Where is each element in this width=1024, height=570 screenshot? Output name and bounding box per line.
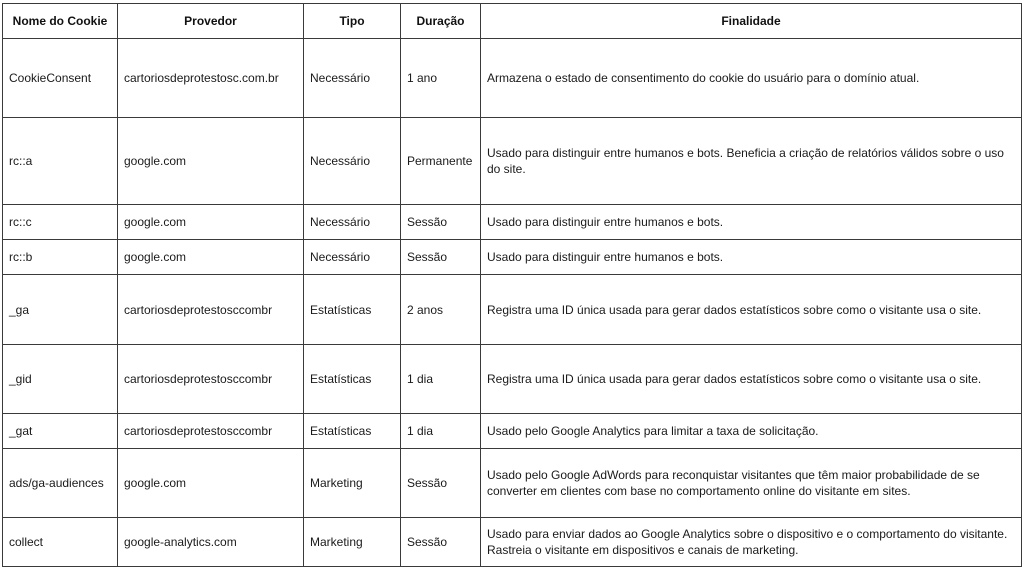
cookie-table-container (2, 3, 1022, 567)
table-row (3, 449, 1022, 518)
cell-provider: google.com (118, 240, 304, 275)
cell-type: Necessário (304, 118, 401, 205)
cell-provider: google.com (118, 205, 304, 240)
cell-purpose: Usado pelo Google Analytics para limitar a taxa de solicitação. (481, 414, 1022, 449)
cell-duration: 2 anos (401, 275, 481, 345)
cell-provider: cartoriosdeprotestosccombr (118, 414, 304, 449)
header-cookie-name: Nome do Cookie (3, 4, 118, 39)
table-header-row (3, 4, 1022, 39)
cell-duration: 1 dia (401, 345, 481, 414)
cookie-table (2, 3, 1022, 567)
header-purpose: Finalidade (481, 4, 1022, 39)
header-provider: Provedor (118, 4, 304, 39)
cell-duration: Sessão (401, 449, 481, 518)
cell-purpose: Usado para distinguir entre humanos e bots. (481, 240, 1022, 275)
cell-type: Necessário (304, 240, 401, 275)
cell-provider: google.com (118, 449, 304, 518)
cell-provider: google.com (118, 118, 304, 205)
cell-purpose: Registra uma ID única usada para gerar dados estatísticos sobre como o visitante usa o site. (481, 275, 1022, 345)
cell-provider: cartoriosdeprotestosc.com.br (118, 39, 304, 118)
table-row (3, 345, 1022, 414)
cell-type: Necessário (304, 205, 401, 240)
cell-type: Marketing (304, 449, 401, 518)
cell-cookie-name: rc::c (3, 205, 118, 240)
cell-provider: cartoriosdeprotestosccombr (118, 275, 304, 345)
header-duration: Duração (401, 4, 481, 39)
cell-type: Estatísticas (304, 275, 401, 345)
cell-type: Estatísticas (304, 414, 401, 449)
cell-cookie-name: rc::a (3, 118, 118, 205)
cell-duration: Sessão (401, 518, 481, 567)
cell-purpose: Armazena o estado de consentimento do cookie do usuário para o domínio atual. (481, 39, 1022, 118)
cell-duration: Sessão (401, 205, 481, 240)
cell-purpose: Usado para distinguir entre humanos e bots. Beneficia a criação de relatórios válidos sobre o uso do site. (481, 118, 1022, 205)
table-row (3, 240, 1022, 275)
table-row (3, 205, 1022, 240)
cell-cookie-name: _ga (3, 275, 118, 345)
cell-purpose: Usado para distinguir entre humanos e bots. (481, 205, 1022, 240)
cell-duration: 1 ano (401, 39, 481, 118)
cell-type: Necessário (304, 39, 401, 118)
cell-duration: Permanente (401, 118, 481, 205)
cell-cookie-name: _gat (3, 414, 118, 449)
table-row (3, 39, 1022, 118)
table-row (3, 275, 1022, 345)
table-row (3, 518, 1022, 567)
cell-duration: Sessão (401, 240, 481, 275)
cell-cookie-name: _gid (3, 345, 118, 414)
cell-type: Marketing (304, 518, 401, 567)
cell-cookie-name: ads/ga-audiences (3, 449, 118, 518)
cell-provider: google-analytics.com (118, 518, 304, 567)
cell-cookie-name: CookieConsent (3, 39, 118, 118)
cell-cookie-name: collect (3, 518, 118, 567)
cell-type: Estatísticas (304, 345, 401, 414)
cell-provider: cartoriosdeprotestosccombr (118, 345, 304, 414)
cell-cookie-name: rc::b (3, 240, 118, 275)
cell-purpose: Registra uma ID única usada para gerar dados estatísticos sobre como o visitante usa o site. (481, 345, 1022, 414)
cell-duration: 1 dia (401, 414, 481, 449)
cell-purpose: Usado para enviar dados ao Google Analytics sobre o dispositivo e o comportamento do visitante. Rastreia o visitante em dispositivos e canais de marketing. (481, 518, 1022, 567)
table-row (3, 118, 1022, 205)
cell-purpose: Usado pelo Google AdWords para reconquistar visitantes que têm maior probabilidade de se converter em clientes com base no comportamento online do visitante em sites. (481, 449, 1022, 518)
header-type: Tipo (304, 4, 401, 39)
table-row (3, 414, 1022, 449)
